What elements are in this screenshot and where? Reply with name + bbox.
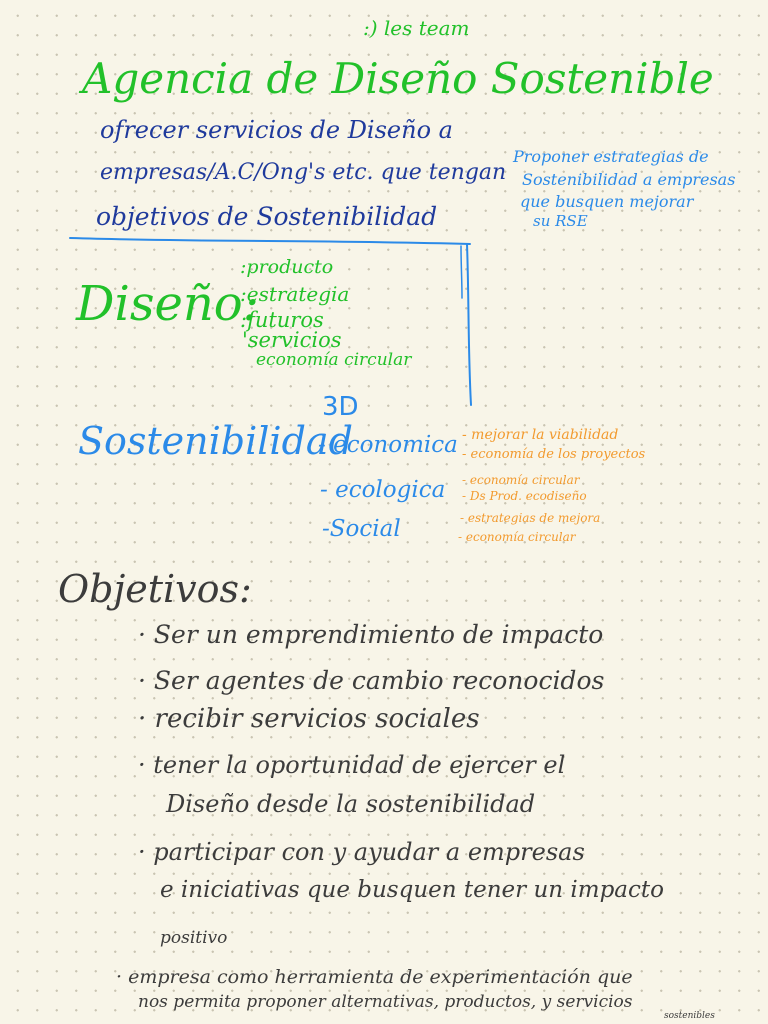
box-top-line: [70, 238, 470, 244]
design-label: Diseño:: [76, 276, 259, 332]
objective-5-line-3: positivo: [160, 928, 228, 948]
sustainability-label: Sostenibilidad: [78, 419, 353, 463]
side-note-line-3: que busquen mejorar: [520, 192, 694, 211]
design-item-futuros: :futuros: [240, 308, 324, 332]
orange-note-2: - economía de los proyectos: [462, 447, 646, 462]
dimension-economica: - economica: [318, 432, 458, 458]
side-note-line-4: su RSE: [533, 212, 588, 230]
orange-note-4: - Ds Prod. ecodiseño: [462, 489, 587, 503]
footer-line-2: nos permita proponer alternativas, productos, y servicios: [138, 992, 633, 1012]
objective-2: · Ser agentes de cambio reconocidos: [138, 666, 605, 695]
dimension-social: -Social: [322, 516, 401, 542]
footer-line-1: · empresa como herramienta de experimentación que: [116, 966, 633, 988]
objective-5-line-1: · participar con y ayudar a empresas: [138, 838, 585, 866]
team-label: :) les team: [363, 16, 470, 40]
box-right-line: [467, 244, 471, 405]
objective-5-line-2: e iniciativas que busquen tener un impacto: [160, 877, 664, 903]
footer-line-3: sostenibles: [664, 1011, 715, 1021]
design-item-estrategia: :estrategia: [240, 282, 350, 306]
design-item-economia-circular: economía circular: [256, 350, 412, 370]
dimension-ecologica: - ecologica: [320, 477, 446, 503]
objective-4-line-2: Diseño desde la sostenibilidad: [166, 790, 536, 818]
three-d-heading: 3D: [322, 392, 359, 422]
mission-line-1: ofrecer servicios de Diseño a: [100, 116, 453, 144]
objective-3: · recibir servicios sociales: [138, 704, 480, 734]
orange-note-1: - mejorar la viabilidad: [462, 427, 619, 443]
objectives-label: Objetivos:: [58, 567, 252, 611]
page-title: Agencia de Diseño Sostenible: [82, 54, 714, 103]
objective-1: · Ser un emprendimiento de impacto: [138, 620, 604, 649]
orange-note-6: - economía circular: [458, 530, 576, 544]
design-item-servicios: 'servicios: [242, 328, 342, 352]
objective-4-line-1: · tener la oportunidad de ejercer el: [138, 751, 566, 779]
orange-note-5: - estrategias de mejora: [460, 511, 601, 525]
mission-line-3: objetivos de Sostenibilidad: [96, 202, 438, 231]
design-item-producto: :producto: [240, 256, 334, 278]
box-left-tick: [461, 246, 462, 298]
orange-note-3: - economía circular: [462, 473, 580, 487]
mission-line-2: empresas/A.C/Ong's etc. que tengan: [100, 160, 507, 185]
side-note-line-1: Proponer estrategias de: [513, 147, 709, 166]
side-note-line-2: Sostenibilidad a empresas: [522, 170, 736, 189]
